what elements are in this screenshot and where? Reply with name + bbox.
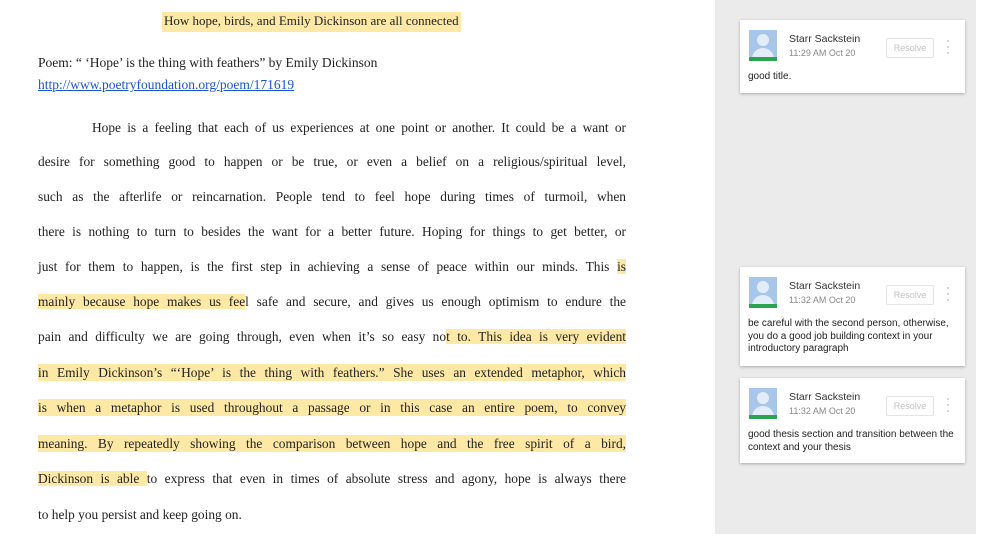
resolve-button[interactable]: Resolve <box>886 396 934 416</box>
comment-text: be careful with the second person, otherwise, you do a good job building context in your introductory paragraph <box>748 318 949 354</box>
essay-line-11 <box>38 470 626 487</box>
comment-card[interactable] <box>740 378 965 463</box>
text-run: pain and difficulty we are going through, even when it’s so easy no <box>38 329 447 344</box>
highlighted-run: is when a metaphor is used throughout a passage or in this case an entire poem, to convey <box>38 400 626 415</box>
document-title: How hope, birds, and Emily Dickinson are all connected <box>162 12 461 32</box>
highlighted-run: t to. This idea is very evident <box>446 329 627 344</box>
resolve-button[interactable]: Resolve <box>886 285 934 305</box>
comment-timestamp: 11:29 AM Oct 20 <box>789 48 856 58</box>
comment-timestamp: 11:32 AM Oct 20 <box>789 295 856 305</box>
comment-card[interactable] <box>740 267 965 366</box>
highlighted-run: Dickinson is able <box>38 471 147 486</box>
text-run: to express that even in times of absolute stress and agony, hope is always there <box>146 471 627 486</box>
text-run: to help you persist and keep going on. <box>38 507 242 522</box>
text-run: such as the afterlife or reincarnation. People tend to feel hope during times of turmoil, when <box>38 189 626 204</box>
comment-author: Starr Sackstein <box>789 33 861 45</box>
comment-timestamp: 11:32 AM Oct 20 <box>789 406 856 416</box>
highlighted-run: is <box>617 259 626 274</box>
more-options-icon[interactable] <box>944 37 952 57</box>
text-run: Hope is a feeling that each of us experiences at one point or another. It could be a want or <box>92 120 626 135</box>
more-options-icon[interactable] <box>944 284 952 304</box>
text-run: there is nothing to turn to besides the want for a better future. Hoping for things to get better, or <box>38 224 626 239</box>
essay-line-8 <box>38 364 626 381</box>
essay-line-10 <box>38 435 626 452</box>
avatar <box>749 277 777 308</box>
highlighted-run: meaning. By repeatedly showing the comparison between hope and the free spirit of a bird, <box>38 436 626 451</box>
text-run: desire for something good to happen or be true, or even a belief on a religious/spiritual level, <box>38 154 626 169</box>
text-run: l safe and secure, and gives us enough optimism to endure the <box>245 294 626 309</box>
essay-line-2 <box>38 153 626 170</box>
essay-line-6 <box>38 293 626 310</box>
essay-line-1 <box>92 119 626 136</box>
essay-line-12 <box>38 506 626 523</box>
more-options-icon[interactable] <box>944 395 952 415</box>
essay-line-3 <box>38 188 626 205</box>
comment-author: Starr Sackstein <box>789 391 861 403</box>
comment-author: Starr Sackstein <box>789 280 861 292</box>
text-run: just for them to happen, is the first step in achieving a sense of peace within our minds. This <box>38 259 618 274</box>
comment-text: good title. <box>748 71 792 82</box>
resolve-button[interactable]: Resolve <box>886 38 934 58</box>
avatar <box>749 388 777 419</box>
poem-citation: Poem: “ ‘Hope’ is the thing with feathers” by Emily Dickinson <box>38 55 378 70</box>
essay-line-5 <box>38 258 626 275</box>
poem-link[interactable]: http://www.poetryfoundation.org/poem/171619 <box>38 77 295 92</box>
essay-line-4 <box>38 223 626 240</box>
document-page <box>38 0 628 544</box>
avatar <box>749 30 777 61</box>
essay-line-7 <box>38 328 626 345</box>
highlighted-run: in Emily Dickinson’s “‘Hope’ is the thing with feathers.” She uses an extended metaphor, which <box>38 365 626 380</box>
essay-line-9 <box>38 399 626 416</box>
comment-text: good thesis section and transition between the context and your thesis <box>748 429 954 453</box>
highlighted-run: mainly because hope makes us fee <box>38 294 246 309</box>
comment-card[interactable] <box>740 20 965 93</box>
